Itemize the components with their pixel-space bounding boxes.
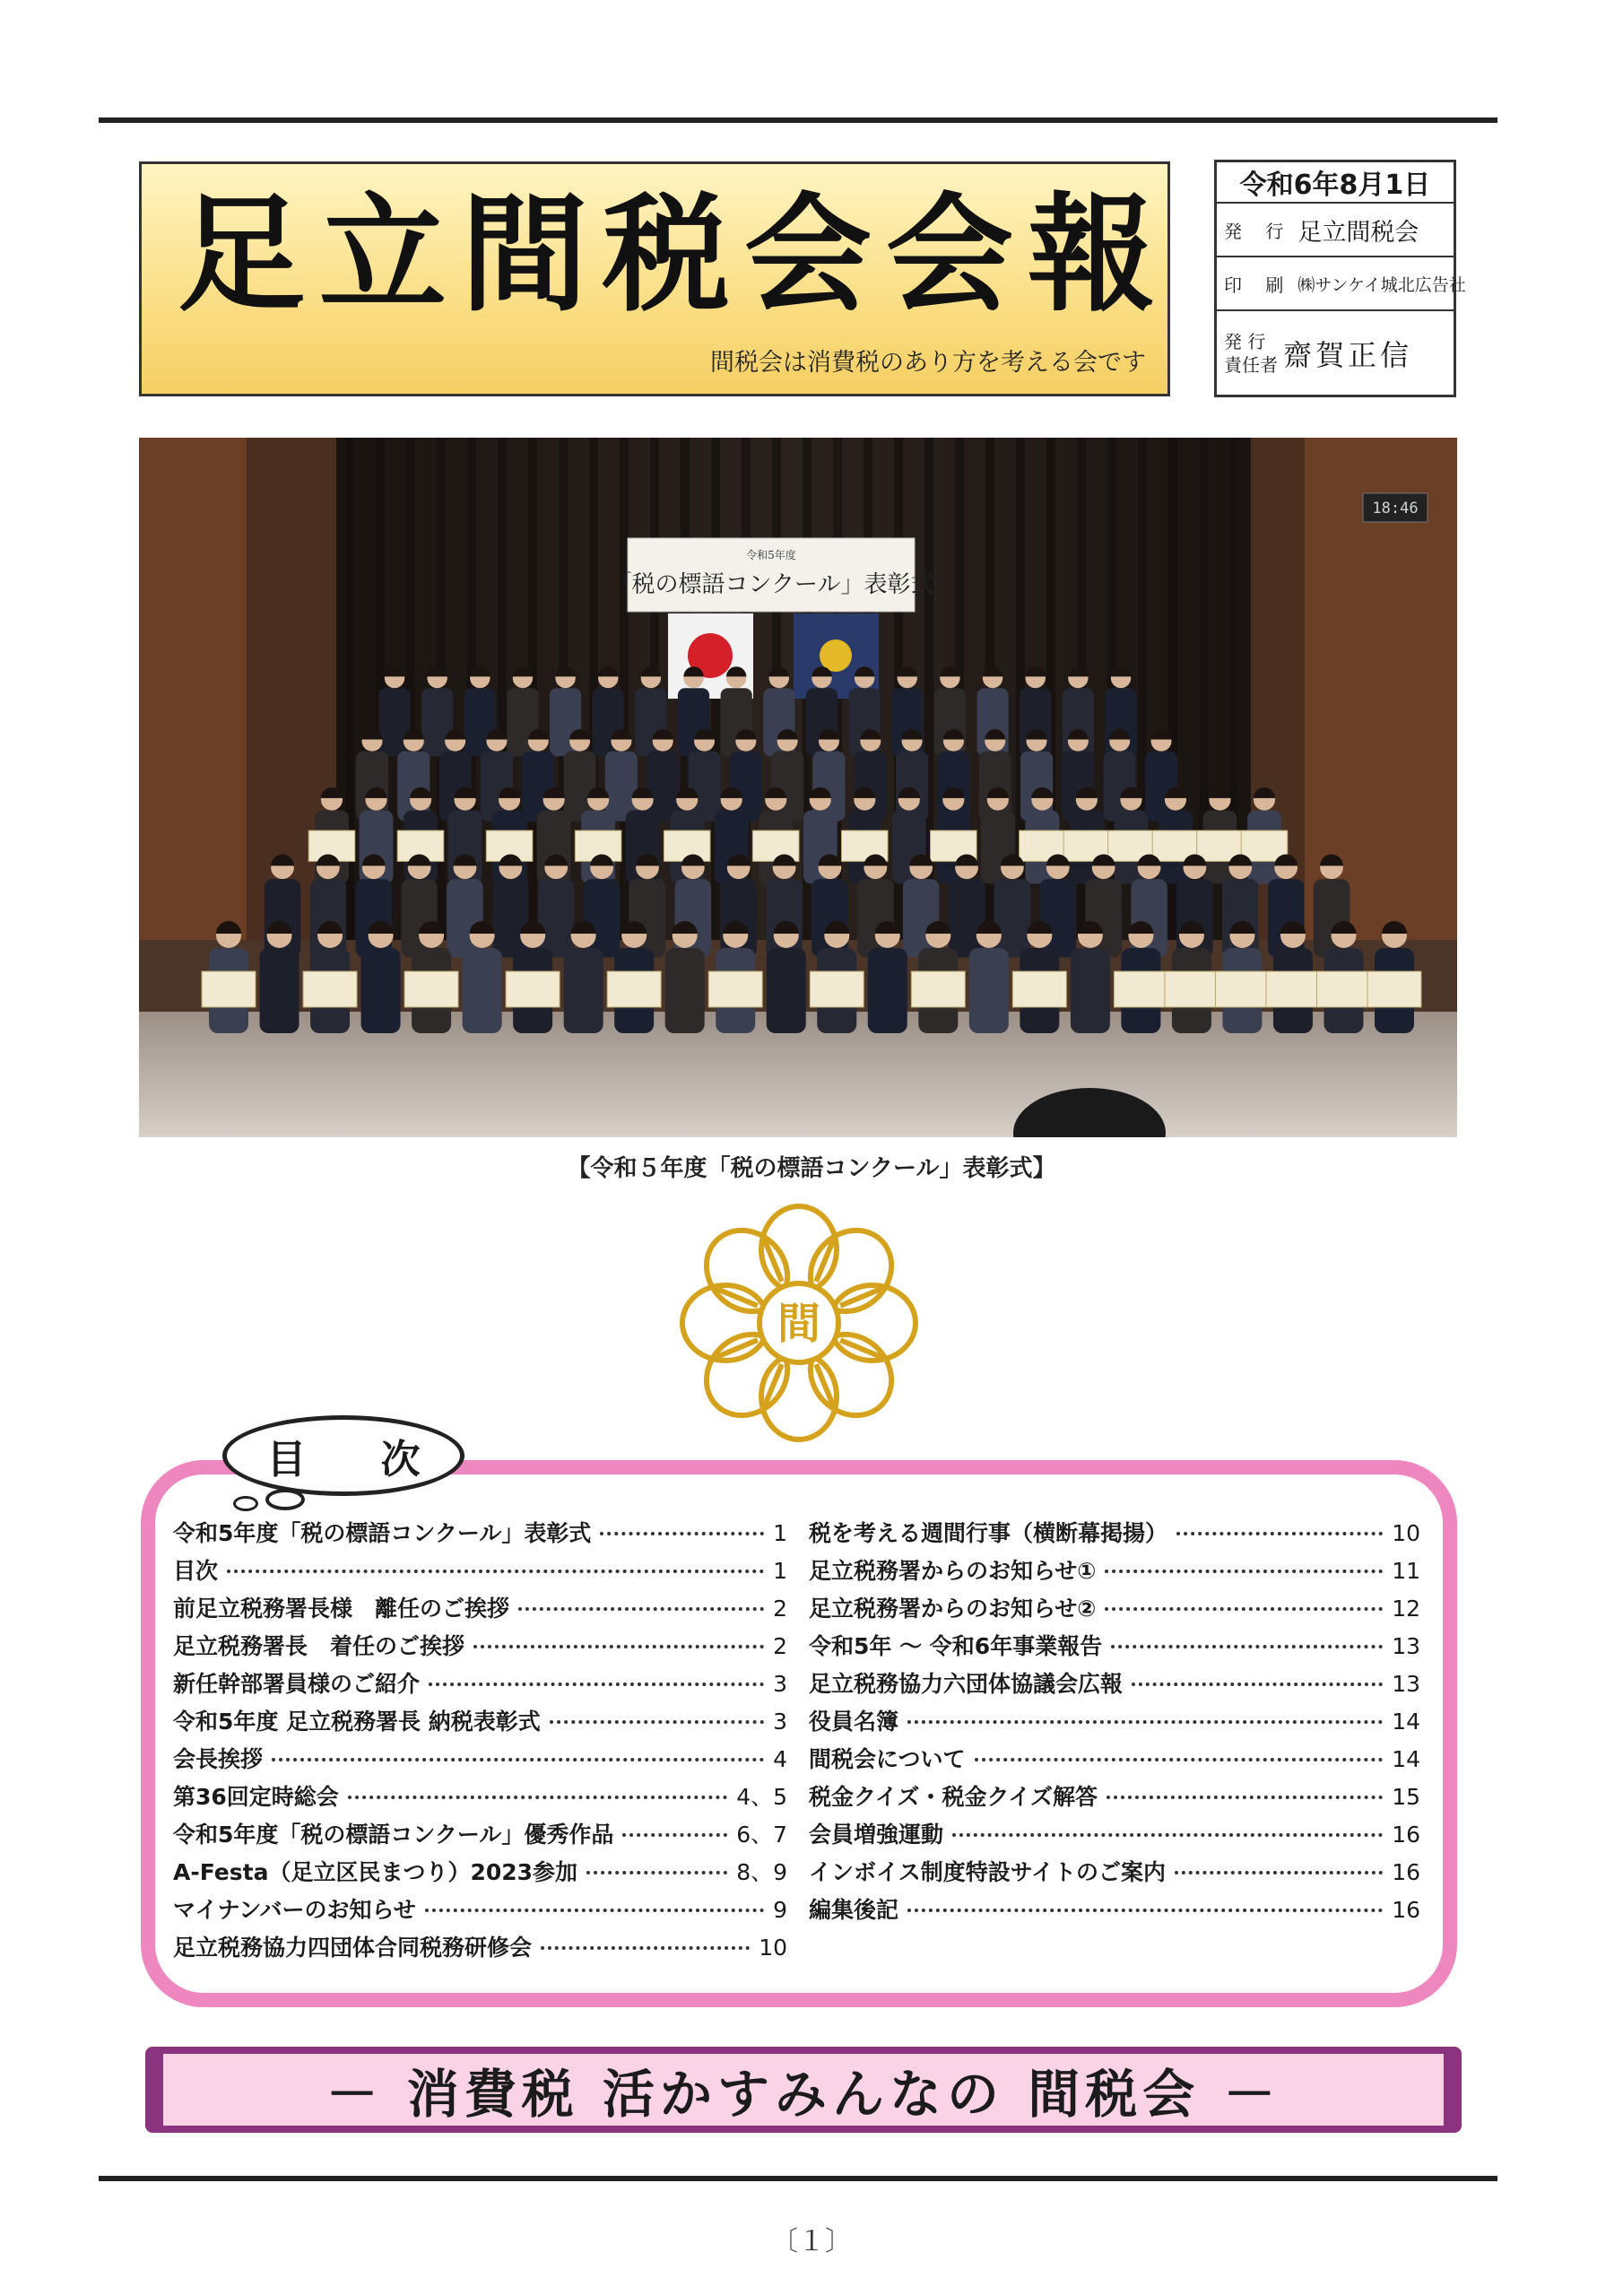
certificate	[1114, 971, 1167, 1007]
publisher-row	[1217, 204, 1454, 257]
toc-item-page: 16	[1392, 1897, 1420, 1923]
toc-leader-dots	[272, 1758, 764, 1761]
person-body	[665, 948, 705, 1033]
toc-item-page: 11	[1392, 1558, 1420, 1584]
toc-item-page: 2	[773, 1596, 787, 1622]
toc-leader-dots	[550, 1720, 764, 1724]
certificate	[708, 971, 762, 1007]
toc-item[interactable]	[809, 1704, 1420, 1742]
page-number: 〔１〕	[771, 2226, 852, 2257]
toc-item[interactable]	[173, 1666, 787, 1704]
emblem-petal	[761, 1206, 837, 1292]
toc-item-title: 役員名簿	[809, 1709, 899, 1735]
toc-item[interactable]	[809, 1855, 1420, 1892]
toc-leader-dots	[622, 1833, 727, 1837]
toc-item-title: 足立税務署長 着任のご挨拶	[173, 1633, 465, 1659]
toc-item-page: 8、9	[736, 1859, 787, 1885]
toc-item-page: 13	[1392, 1633, 1420, 1659]
toc-item-title: 会長挨拶	[173, 1746, 264, 1772]
group-photo-illustration	[139, 438, 1457, 1137]
top-rule	[99, 117, 1497, 123]
masthead	[139, 161, 1170, 396]
toc-leader-dots	[952, 1833, 1383, 1837]
slogan-banner	[145, 2047, 1462, 2133]
toc-item-title: 会員増強運動	[809, 1822, 944, 1848]
toc-item[interactable]	[173, 1742, 787, 1779]
toc-leader-dots	[473, 1645, 764, 1648]
toc-item-page: 15	[1392, 1784, 1420, 1810]
toc-item[interactable]	[173, 1516, 787, 1553]
toc-item-page: 1	[773, 1558, 787, 1584]
person-body	[564, 948, 603, 1033]
toc-item[interactable]	[173, 1591, 787, 1629]
certificate	[1266, 971, 1320, 1007]
toc-leader-dots	[1107, 1796, 1383, 1799]
toc-item-page: 6、7	[736, 1822, 787, 1848]
toc-leader-dots	[541, 1946, 750, 1950]
toc-leader-dots	[518, 1607, 764, 1611]
toc-item-title: A-Festa（足立区民まつり）2023参加	[173, 1859, 578, 1885]
toc-item-title: 令和5年 ～ 令和6年事業報告	[809, 1633, 1103, 1659]
toc-item-title: 第36回定時総会	[173, 1784, 339, 1810]
certificate	[1165, 971, 1219, 1007]
toc-item-title: 目次	[173, 1558, 219, 1584]
toc-item[interactable]	[173, 1930, 787, 1968]
bottom-rule	[99, 2176, 1497, 2181]
responsible-label	[1224, 330, 1278, 377]
toc-leader-dots	[907, 1909, 1383, 1912]
group-photo	[139, 438, 1457, 1137]
newsletter-title: 足立間税会会報	[178, 180, 1169, 329]
person-body	[767, 948, 806, 1033]
toc-leader-dots	[1132, 1683, 1383, 1686]
issue-date: 令和6年8月1日	[1217, 162, 1454, 204]
toc-item[interactable]	[173, 1704, 787, 1742]
toc-item-page: 12	[1392, 1596, 1420, 1622]
toc-item[interactable]	[809, 1629, 1420, 1666]
person-body	[260, 948, 299, 1033]
toc-item[interactable]	[173, 1855, 787, 1892]
publisher-name: 足立間税会	[1298, 218, 1419, 247]
printer-label: 印 刷	[1224, 274, 1293, 296]
printer-name: ㈱サンケイ城北広告社	[1298, 274, 1466, 295]
photo-caption: 【令和５年度「税の標語コンクール」表彰式】	[567, 1155, 1056, 1182]
toc-item-page: 14	[1392, 1746, 1420, 1772]
toc-item[interactable]	[809, 1779, 1420, 1817]
toc-item[interactable]	[809, 1742, 1420, 1779]
toc-item-title: 前足立税務署長様 離任のご挨拶	[173, 1596, 510, 1622]
toc-leader-dots	[1105, 1570, 1383, 1573]
certificate	[911, 971, 965, 1007]
person-body	[1071, 948, 1110, 1033]
slogan-banner-inner	[163, 2054, 1444, 2126]
responsible-label-line-2: 責任者	[1224, 353, 1278, 376]
masthead-tagline: 間税会は消費税のあり方を考える会です	[710, 349, 1146, 377]
toc-right-column	[809, 1516, 1420, 1930]
certificate	[506, 971, 560, 1007]
toc-item[interactable]	[809, 1817, 1420, 1855]
certificate	[404, 971, 458, 1007]
toc-item-page: 14	[1392, 1709, 1420, 1735]
toc-leader-dots	[1175, 1871, 1383, 1874]
toc-item[interactable]	[173, 1817, 787, 1855]
certificate	[202, 971, 256, 1007]
toc-leader-dots	[1105, 1607, 1383, 1611]
stage-sign: 「税の標語コンクール」表彰式	[608, 571, 934, 598]
toc-item-title: 令和5年度 足立税務署長 納税表彰式	[173, 1709, 541, 1735]
toc-item-page: 4	[773, 1746, 787, 1772]
toc-leader-dots	[1176, 1532, 1383, 1535]
emblem-petal	[761, 1353, 837, 1439]
toc-item-page: 3	[773, 1671, 787, 1697]
toc-item-title: 足立税務署からのお知らせ①	[809, 1558, 1097, 1584]
responsible-name: 齋賀正信	[1283, 337, 1413, 372]
toc-item[interactable]	[173, 1779, 787, 1817]
kanzeikai-emblem	[678, 1202, 920, 1444]
person-body	[463, 948, 502, 1033]
certificate	[303, 971, 357, 1007]
responsible-label-line-1: 発 行	[1224, 330, 1266, 352]
toc-item-title: 足立税務署からのお知らせ②	[809, 1596, 1097, 1622]
wall-clock: 18:46	[1372, 500, 1419, 517]
toc-heading: 目 次	[266, 1437, 451, 1483]
certificate	[1367, 971, 1421, 1007]
publication-info	[1214, 160, 1466, 397]
toc-leader-dots	[348, 1796, 727, 1799]
toc-item-title: 令和5年度「税の標語コンクール」表彰式	[173, 1520, 592, 1546]
certificate	[810, 971, 864, 1007]
chrysanthemum-emblem-icon	[678, 1202, 920, 1444]
toc-item-page: 2	[773, 1633, 787, 1659]
toc-item-page: 9	[773, 1897, 787, 1923]
printer-row	[1217, 257, 1466, 311]
toc-left-column	[173, 1516, 787, 1968]
toc-item[interactable]	[809, 1553, 1420, 1591]
stage-sign-small: 令和5年度	[746, 549, 796, 561]
certificate	[1215, 971, 1269, 1007]
toc-leader-dots	[227, 1570, 764, 1573]
emblem-petal	[829, 1285, 916, 1361]
toc-item-title: 足立税務協力六団体協議会広報	[809, 1671, 1124, 1697]
toc-leader-dots	[975, 1758, 1384, 1761]
toc-item-title: 税を考える週間行事（横断幕掲揚）	[809, 1520, 1168, 1546]
toc-item-page: 10	[759, 1935, 787, 1961]
publisher-label: 発 行	[1224, 220, 1293, 242]
person-body	[492, 879, 528, 957]
toc-item[interactable]	[809, 1591, 1420, 1629]
toc-item[interactable]	[809, 1892, 1420, 1930]
toc-item-title: 税金クイズ・税金クイズ解答	[809, 1784, 1098, 1810]
toc-item-page: 13	[1392, 1671, 1420, 1697]
toc-item-title: 新任幹部署員様のご紹介	[173, 1671, 421, 1697]
toc-leader-dots	[429, 1683, 764, 1686]
person-body	[361, 948, 401, 1033]
toc-item-page: 3	[773, 1709, 787, 1735]
toc-leader-dots	[425, 1909, 764, 1912]
certificate	[607, 971, 661, 1007]
person-body	[969, 948, 1009, 1033]
emblem-petal	[682, 1285, 768, 1361]
toc-leader-dots	[907, 1720, 1383, 1724]
toc-item-title: 令和5年度「税の標語コンクール」優秀作品	[173, 1822, 614, 1848]
certificate	[1316, 971, 1370, 1007]
toc-item-title: インボイス制度特設サイトのご案内	[809, 1859, 1167, 1885]
toc-leader-dots	[586, 1871, 727, 1874]
toc-item[interactable]	[173, 1892, 787, 1930]
toc-item-page: 10	[1392, 1520, 1420, 1546]
thought-bubble-dot-small	[233, 1496, 258, 1511]
toc-item-title: 足立税務協力四団体合同税務研修会	[173, 1935, 533, 1961]
responsible-row	[1217, 311, 1454, 395]
toc-item-page: 16	[1392, 1859, 1420, 1885]
certificate	[752, 831, 799, 861]
person-body	[994, 879, 1030, 957]
toc-item[interactable]	[173, 1629, 787, 1666]
toc-item-page: 1	[773, 1520, 787, 1546]
toc-item[interactable]	[809, 1666, 1420, 1704]
slogan-text: － 消費税 活かすみんなの 間税会 －	[325, 2064, 1281, 2125]
toc-heading-bubble	[222, 1415, 464, 1496]
toc-item-title: 間税会について	[809, 1746, 966, 1772]
toc-leader-dots	[600, 1532, 764, 1535]
toc-item-page: 16	[1392, 1822, 1420, 1848]
person-body	[538, 879, 574, 957]
toc-leader-dots	[1111, 1645, 1383, 1648]
toc-item-title: 編集後記	[809, 1897, 899, 1923]
person-body	[949, 879, 985, 957]
toc-item[interactable]	[173, 1553, 787, 1591]
toc-item[interactable]	[809, 1516, 1420, 1553]
emblem-char: 間	[777, 1299, 821, 1349]
toc-item-title: マイナンバーのお知らせ	[173, 1897, 416, 1923]
toc-item-page: 4、5	[736, 1784, 787, 1810]
person-body	[868, 948, 907, 1033]
certificate	[1012, 971, 1066, 1007]
